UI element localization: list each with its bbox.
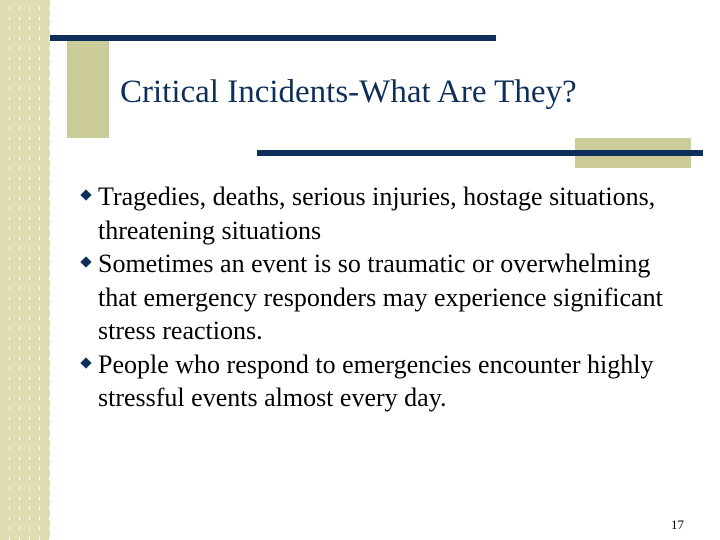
bullet-item [80, 348, 680, 415]
slide-title: Critical Incidents-What Are They? [120, 74, 577, 110]
bullet-item [80, 247, 680, 348]
bullet-text: Tragedies, deaths, serious injuries, hostage situations, threatening situations [98, 182, 656, 245]
decorative-bar-top [50, 35, 496, 41]
bullet-list [80, 180, 680, 415]
bullet-text: Sometimes an event is so traumatic or overwhelming that emergency responders may experience significant stress reactions. [98, 249, 663, 345]
decorative-grid-strip [0, 0, 50, 540]
bullet-item [80, 180, 680, 247]
decorative-tan-block-top [67, 40, 109, 138]
bullet-text: People who respond to emergencies encounter highly stressful events almost every day. [98, 349, 654, 412]
diamond-bullet-icon [80, 357, 91, 368]
slide-number: 17 [671, 517, 684, 532]
decorative-bar-bottom [257, 150, 703, 156]
diamond-bullet-icon [80, 256, 91, 267]
diamond-bullet-icon [80, 189, 91, 200]
